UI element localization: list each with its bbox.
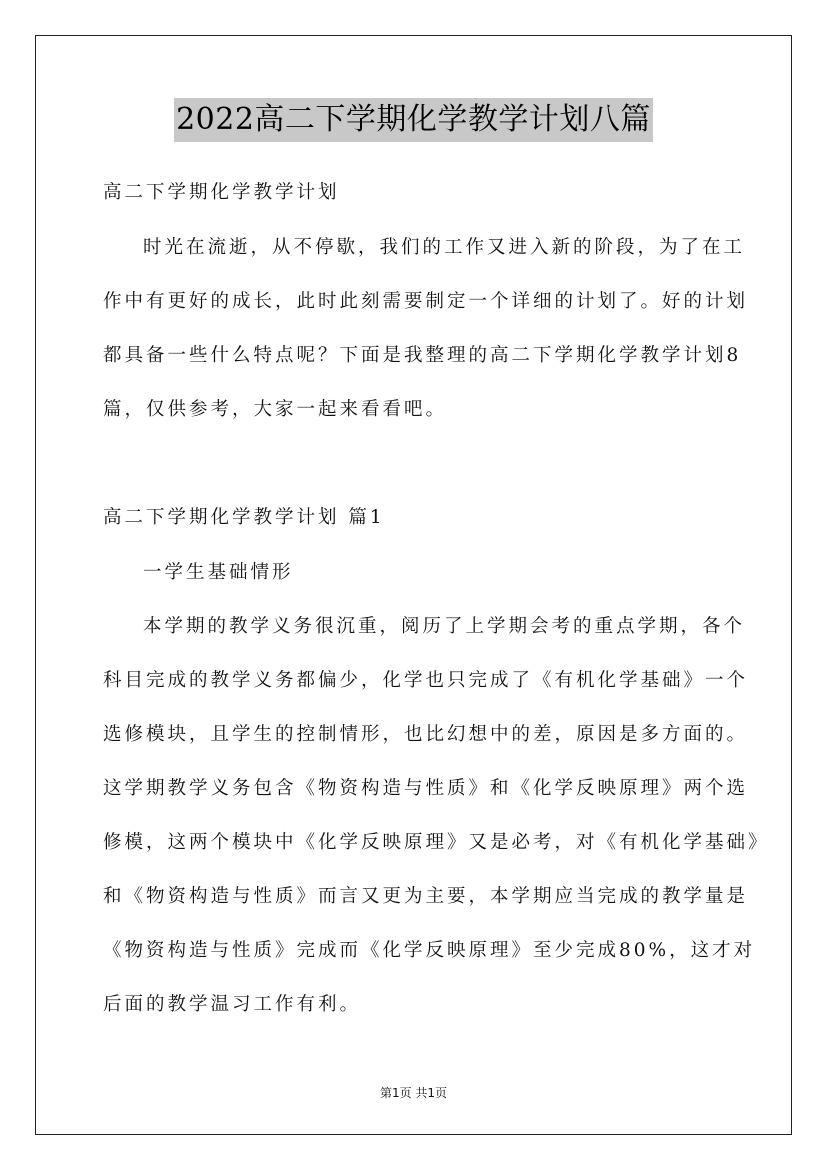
page-footer: 第1页 共1页 xyxy=(379,1086,448,1100)
section-subheading: 一学生基础情形 xyxy=(143,562,294,583)
document-title: 2022高二下学期化学教学计划八篇 xyxy=(174,98,653,142)
body-line: 修模，这两个模块中《化学反映原理》又是必考，对《有机化学基础》 xyxy=(103,832,770,853)
body-line: 科目完成的教学义务都偏少，化学也只完成了《有机化学基础》一个 xyxy=(103,670,749,691)
body-line: 后面的教学温习工作有利。 xyxy=(103,994,362,1015)
body-line: 《物资构造与性质》完成而《化学反映原理》至少完成80%，这才对 xyxy=(103,940,756,961)
section-heading: 高二下学期化学教学计划 篇1 xyxy=(103,507,385,528)
body-line: 这学期教学义务包含《物资构造与性质》和《化学反映原理》两个选 xyxy=(103,778,749,799)
title-container xyxy=(0,98,827,142)
document-subtitle: 高二下学期化学教学计划 xyxy=(103,182,340,203)
intro-line: 都具备一些什么特点呢？下面是我整理的高二下学期化学教学计划8 xyxy=(103,345,742,366)
body-line: 选修模块，且学生的控制情形，也比幻想中的差，原因是多方面的。 xyxy=(103,724,749,745)
intro-line: 篇，仅供参考，大家一起来看看吧。 xyxy=(103,399,448,420)
intro-line: 时光在流逝，从不停歇，我们的工作又进入新的阶段，为了在工 xyxy=(143,237,746,258)
body-line: 和《物资构造与性质》而言又更为主要，本学期应当完成的教学量是 xyxy=(103,886,749,907)
intro-line: 作中有更好的成长，此时此刻需要制定一个详细的计划了。好的计划 xyxy=(103,291,749,312)
body-line: 本学期的教学义务很沉重，阅历了上学期会考的重点学期，各个 xyxy=(143,616,746,637)
